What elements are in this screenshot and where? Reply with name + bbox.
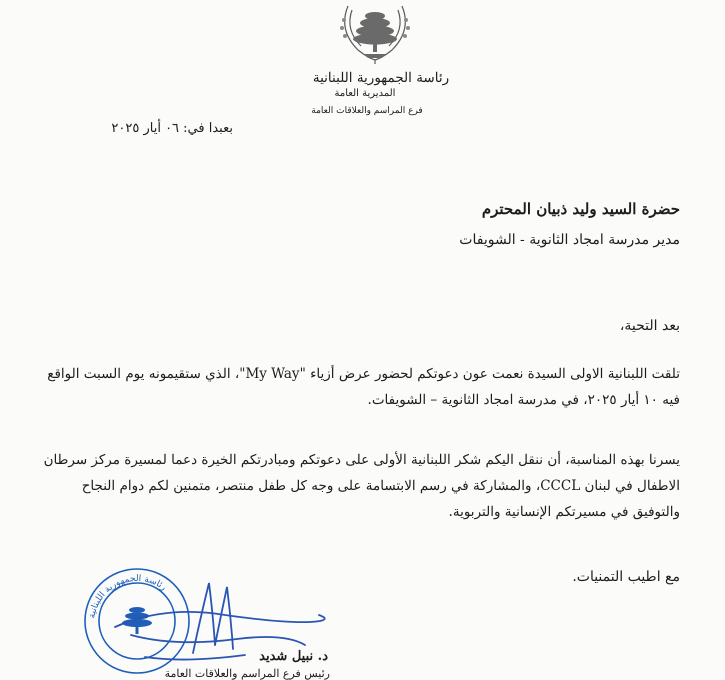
recipient-name: حضرة السيد وليد ذبيان المحترم: [481, 200, 680, 218]
body-paragraph-2: يسرنا بهذه المناسبة، أن ننقل اليكم شكر اللبنانية الأولى على دعوتكم ومبادرتكم الخيرة دعما لمسيرة مركز سرطان الاطفال في لبنان CCCL، والمشاركة في رسم الابتسامة على وجه كل طفل منتصر، متمنين لكم دوام النجاح والتوفيق في مسيرتكم الإنسانية والتربوية.: [43, 452, 680, 520]
lebanese-cedar-emblem-icon: [328, 0, 422, 66]
svg-text:رئاسة الجمهورية اللبنانية: رئاسة الجمهورية اللبنانية: [87, 573, 168, 620]
signatory-title: رئيس فرع المراسم والعلاقات العامة: [164, 667, 330, 680]
letter-date: بعبدا في: ٠٦ أيار ٢٠٢٥: [111, 121, 233, 136]
letterhead-department: المديرية العامة: [334, 88, 396, 99]
signatory-name: د. نبيل شديد: [259, 649, 328, 664]
greeting: بعد التحية،: [619, 318, 680, 334]
body-paragraph-1: تلقت اللبنانية الاولى السيدة نعمت عون دعوتكم لحضور عرض أزياء "My Way"، الذي ستقيمونه يوم السبت الواقع فيه ١٠ أيار ٢٠٢٥، في مدرسة امجاد الثانوية – الشويفات.: [47, 366, 680, 408]
letterhead-branch: فرع المراسم والعلاقات العامة: [311, 106, 423, 116]
letterhead-title: رئاسة الجمهورية اللبنانية: [312, 70, 450, 86]
closing-line: مع اطيب التمنيات.: [572, 569, 680, 585]
recipient-title: مدير مدرسة امجاد الثانوية - الشويفات: [459, 232, 680, 248]
